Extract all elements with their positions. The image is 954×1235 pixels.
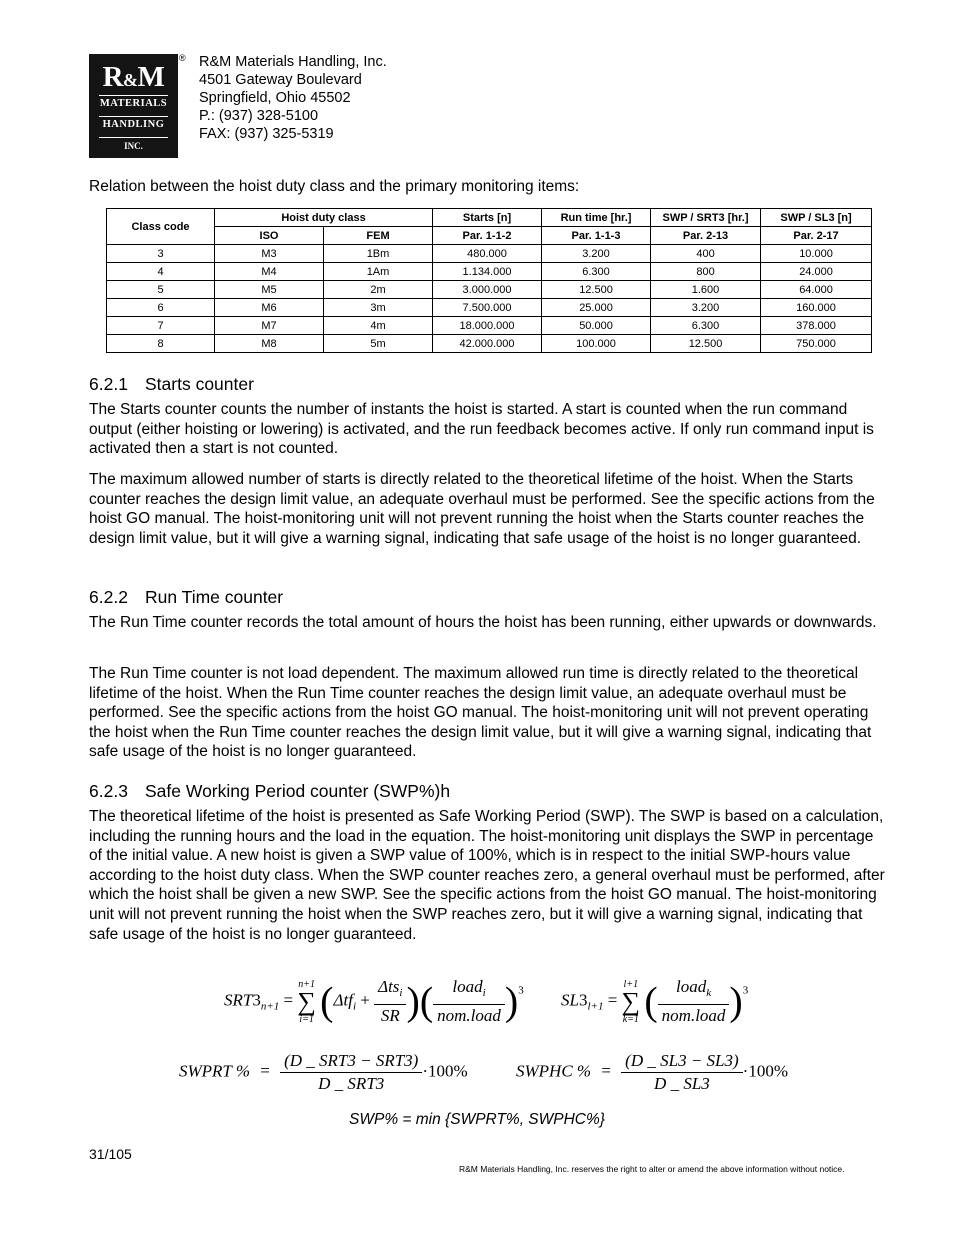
table-cell: 3.200 [651, 299, 761, 317]
paragraph: The Run Time counter records the total amount of hours the hoist has been running, either upwards or downwards. [89, 614, 877, 631]
table-cell: 50.000 [542, 317, 651, 335]
company-logo [89, 54, 178, 158]
header-swp-srt3: SWP / SRT3 [hr.] [651, 209, 761, 227]
paragraph: The Starts counter counts the number of instants the hoist is started. A start is counted when the run command output (either hoisting or lowering) is activated, and the run feedback becomes active. If only run command input is activated then a start is not counted. [89, 401, 874, 458]
table-cell: 5m [324, 335, 433, 353]
table-row [107, 281, 872, 299]
header-run-time: Run time [hr.] [542, 209, 651, 227]
table-cell: 400 [651, 245, 761, 263]
table-cell: 64.000 [761, 281, 872, 299]
table-cell: M3 [215, 245, 324, 263]
company-name: R&M Materials Handling, Inc. [199, 54, 387, 70]
table-cell: 12.500 [651, 335, 761, 353]
table-cell: 6.300 [651, 317, 761, 335]
phone: P.: (937) 328-5100 [199, 108, 319, 124]
table-cell: M7 [215, 317, 324, 335]
logo-divider [99, 95, 168, 96]
logo-brand: R&M [102, 61, 165, 93]
table-cell: 480.000 [433, 245, 542, 263]
table-cell: 3.000.000 [433, 281, 542, 299]
table-cell: 750.000 [761, 335, 872, 353]
table-cell: 7 [107, 317, 215, 335]
company-address [199, 53, 387, 143]
formula-swphc: SWPHC % = $\frac{(D \_ SL3 - SL3)}{D \_ SL3}$ ·100% [516, 1051, 788, 1093]
table-cell: 2m [324, 281, 433, 299]
table-cell: 1Bm [324, 245, 433, 263]
paragraph: The maximum allowed number of starts is directly related to the theoretical lifetime of the hoist. When the Starts counter reaches the design limit value, an adequate overhaul must be performed. See the specific actions from the hoist GO manual. The hoist-monitoring unit will not prevent running the hoist when the Starts counter reaches the design limit value, but it will give a warning signal, indicating that safe usage of the hoist is no longer guaranteed. [89, 471, 875, 547]
section-heading-swp: 6.2.3 Safe Working Period counter (SWP%)h [89, 781, 451, 801]
table-cell: 6.300 [542, 263, 651, 281]
header-swp-sl3: SWP / SL3 [n] [761, 209, 872, 227]
section-heading-starts: 6.2.1 Starts counter [89, 374, 254, 394]
table-cell: 3 [107, 245, 215, 263]
header-swp-sl3-par: Par. 2-17 [761, 227, 872, 245]
header-starts: Starts [n] [433, 209, 542, 227]
table-cell: 10.000 [761, 245, 872, 263]
table-cell: 3.200 [542, 245, 651, 263]
table-cell: 8 [107, 335, 215, 353]
table-row [107, 335, 872, 353]
table-cell: 5 [107, 281, 215, 299]
street: 4501 Gateway Boulevard [199, 72, 362, 88]
page-number: 31/105 [89, 1146, 132, 1162]
table-cell: 378.000 [761, 317, 872, 335]
formula-srt3: $SRT3_{n+1}$ = n+1 ∑ i=1 (Δtf$_i$ + $\frac{\Delta ts_i}{SR}$ )( $\frac{load_i}{\text{nom.load}}$ )$^3$ [224, 977, 524, 1025]
paragraph: The theoretical lifetime of the hoist is presented as Safe Working Period (SWP). The SWP is based on a calculation, including the running hours and the load in the equation. The hoist-monitoring unit displays the SWP in percentage of the initial value. A new hoist is given a SWP value of 100%, which is in respect to the initial SWP-hours value according to the hoist duty class. When the SWP counter reaches zero, a general overhaul must be performed, after which the hoist shall be given a new SWP. See the specific actions from the hoist GO manual. The hoist-monitoring unit will not prevent running the hoist when the SWP reaches zero, but it will give a warning signal, indicating that safe usage of the hoist is no longer guaranteed. [89, 808, 885, 943]
logo-line3: INC. [124, 141, 143, 151]
paragraph: The Run Time counter is not load dependent. The maximum allowed run time is directly related to the theoretical lifetime of the hoist. When the Run Time counter reaches the design limit value, an adequate overhaul must be performed. See the specific actions from the hoist GO manual. The hoist-monitoring unit will not prevent operating the hoist when the Run Time counter reaches the design limit value, but it will give a warning signal, indicating that safe usage of the hoist is no longer guaranteed. [89, 665, 872, 761]
table-cell: 6 [107, 299, 215, 317]
table-cell: 4 [107, 263, 215, 281]
table-cell: 25.000 [542, 299, 651, 317]
registered-mark: ® [179, 53, 186, 63]
table-cell: 1Am [324, 263, 433, 281]
table-cell: 1.134.000 [433, 263, 542, 281]
logo-line1: MATERIALS [99, 98, 168, 109]
formula-sl3: $SL3_{l+1}$ = l+1 ∑ k=1 ( $\frac{load_k}{\text{nom.load}}$ )$^3$ [561, 977, 749, 1025]
logo-divider [99, 137, 168, 138]
table-row [107, 263, 872, 281]
table-cell: 42.000.000 [433, 335, 542, 353]
table-cell: 800 [651, 263, 761, 281]
table-cell: 1.600 [651, 281, 761, 299]
table-cell: M8 [215, 335, 324, 353]
table-row [107, 245, 872, 263]
table-cell: 7.500.000 [433, 299, 542, 317]
table-cell: 3m [324, 299, 433, 317]
header-class-code: Class code [107, 209, 215, 245]
table-intro: Relation between the hoist duty class and the primary monitoring items: [89, 178, 580, 195]
section-heading-run-time: 6.2.2 Run Time counter [89, 587, 284, 607]
header-fem: FEM [324, 227, 433, 245]
table-cell: 100.000 [542, 335, 651, 353]
city: Springfield, Ohio 45502 [199, 90, 351, 106]
logo-line2: HANDLING [102, 119, 165, 130]
header-swp-srt3-par: Par. 2-13 [651, 227, 761, 245]
table-cell: M5 [215, 281, 324, 299]
logo-divider [99, 116, 168, 117]
footer-disclaimer: R&M Materials Handling, Inc. reserves the right to alter or amend the above information without notice. [459, 1164, 845, 1174]
header-iso: ISO [215, 227, 324, 245]
header-starts-par: Par. 1-1-2 [433, 227, 542, 245]
header-hoist-duty-class: Hoist duty class [215, 209, 433, 227]
table-cell: M4 [215, 263, 324, 281]
header-run-time-par: Par. 1-1-3 [542, 227, 651, 245]
table-cell: 24.000 [761, 263, 872, 281]
formula-swp-min: SWP% = min {SWPRT%, SWPHC%} [349, 1111, 605, 1128]
formula-swprt: SWPRT % = $\frac{\text{(D \_ SRT3 − SRT3)}}{\text{D \_ SRT3}}$ ·100% [179, 1051, 468, 1093]
table-row [107, 317, 872, 335]
table-cell: 12.500 [542, 281, 651, 299]
table-cell: M6 [215, 299, 324, 317]
table-cell: 160.000 [761, 299, 872, 317]
duty-class-table [106, 208, 872, 353]
table-cell: 4m [324, 317, 433, 335]
table-cell: 18.000.000 [433, 317, 542, 335]
table-row [107, 299, 872, 317]
fax: FAX: (937) 325-5319 [199, 126, 334, 142]
